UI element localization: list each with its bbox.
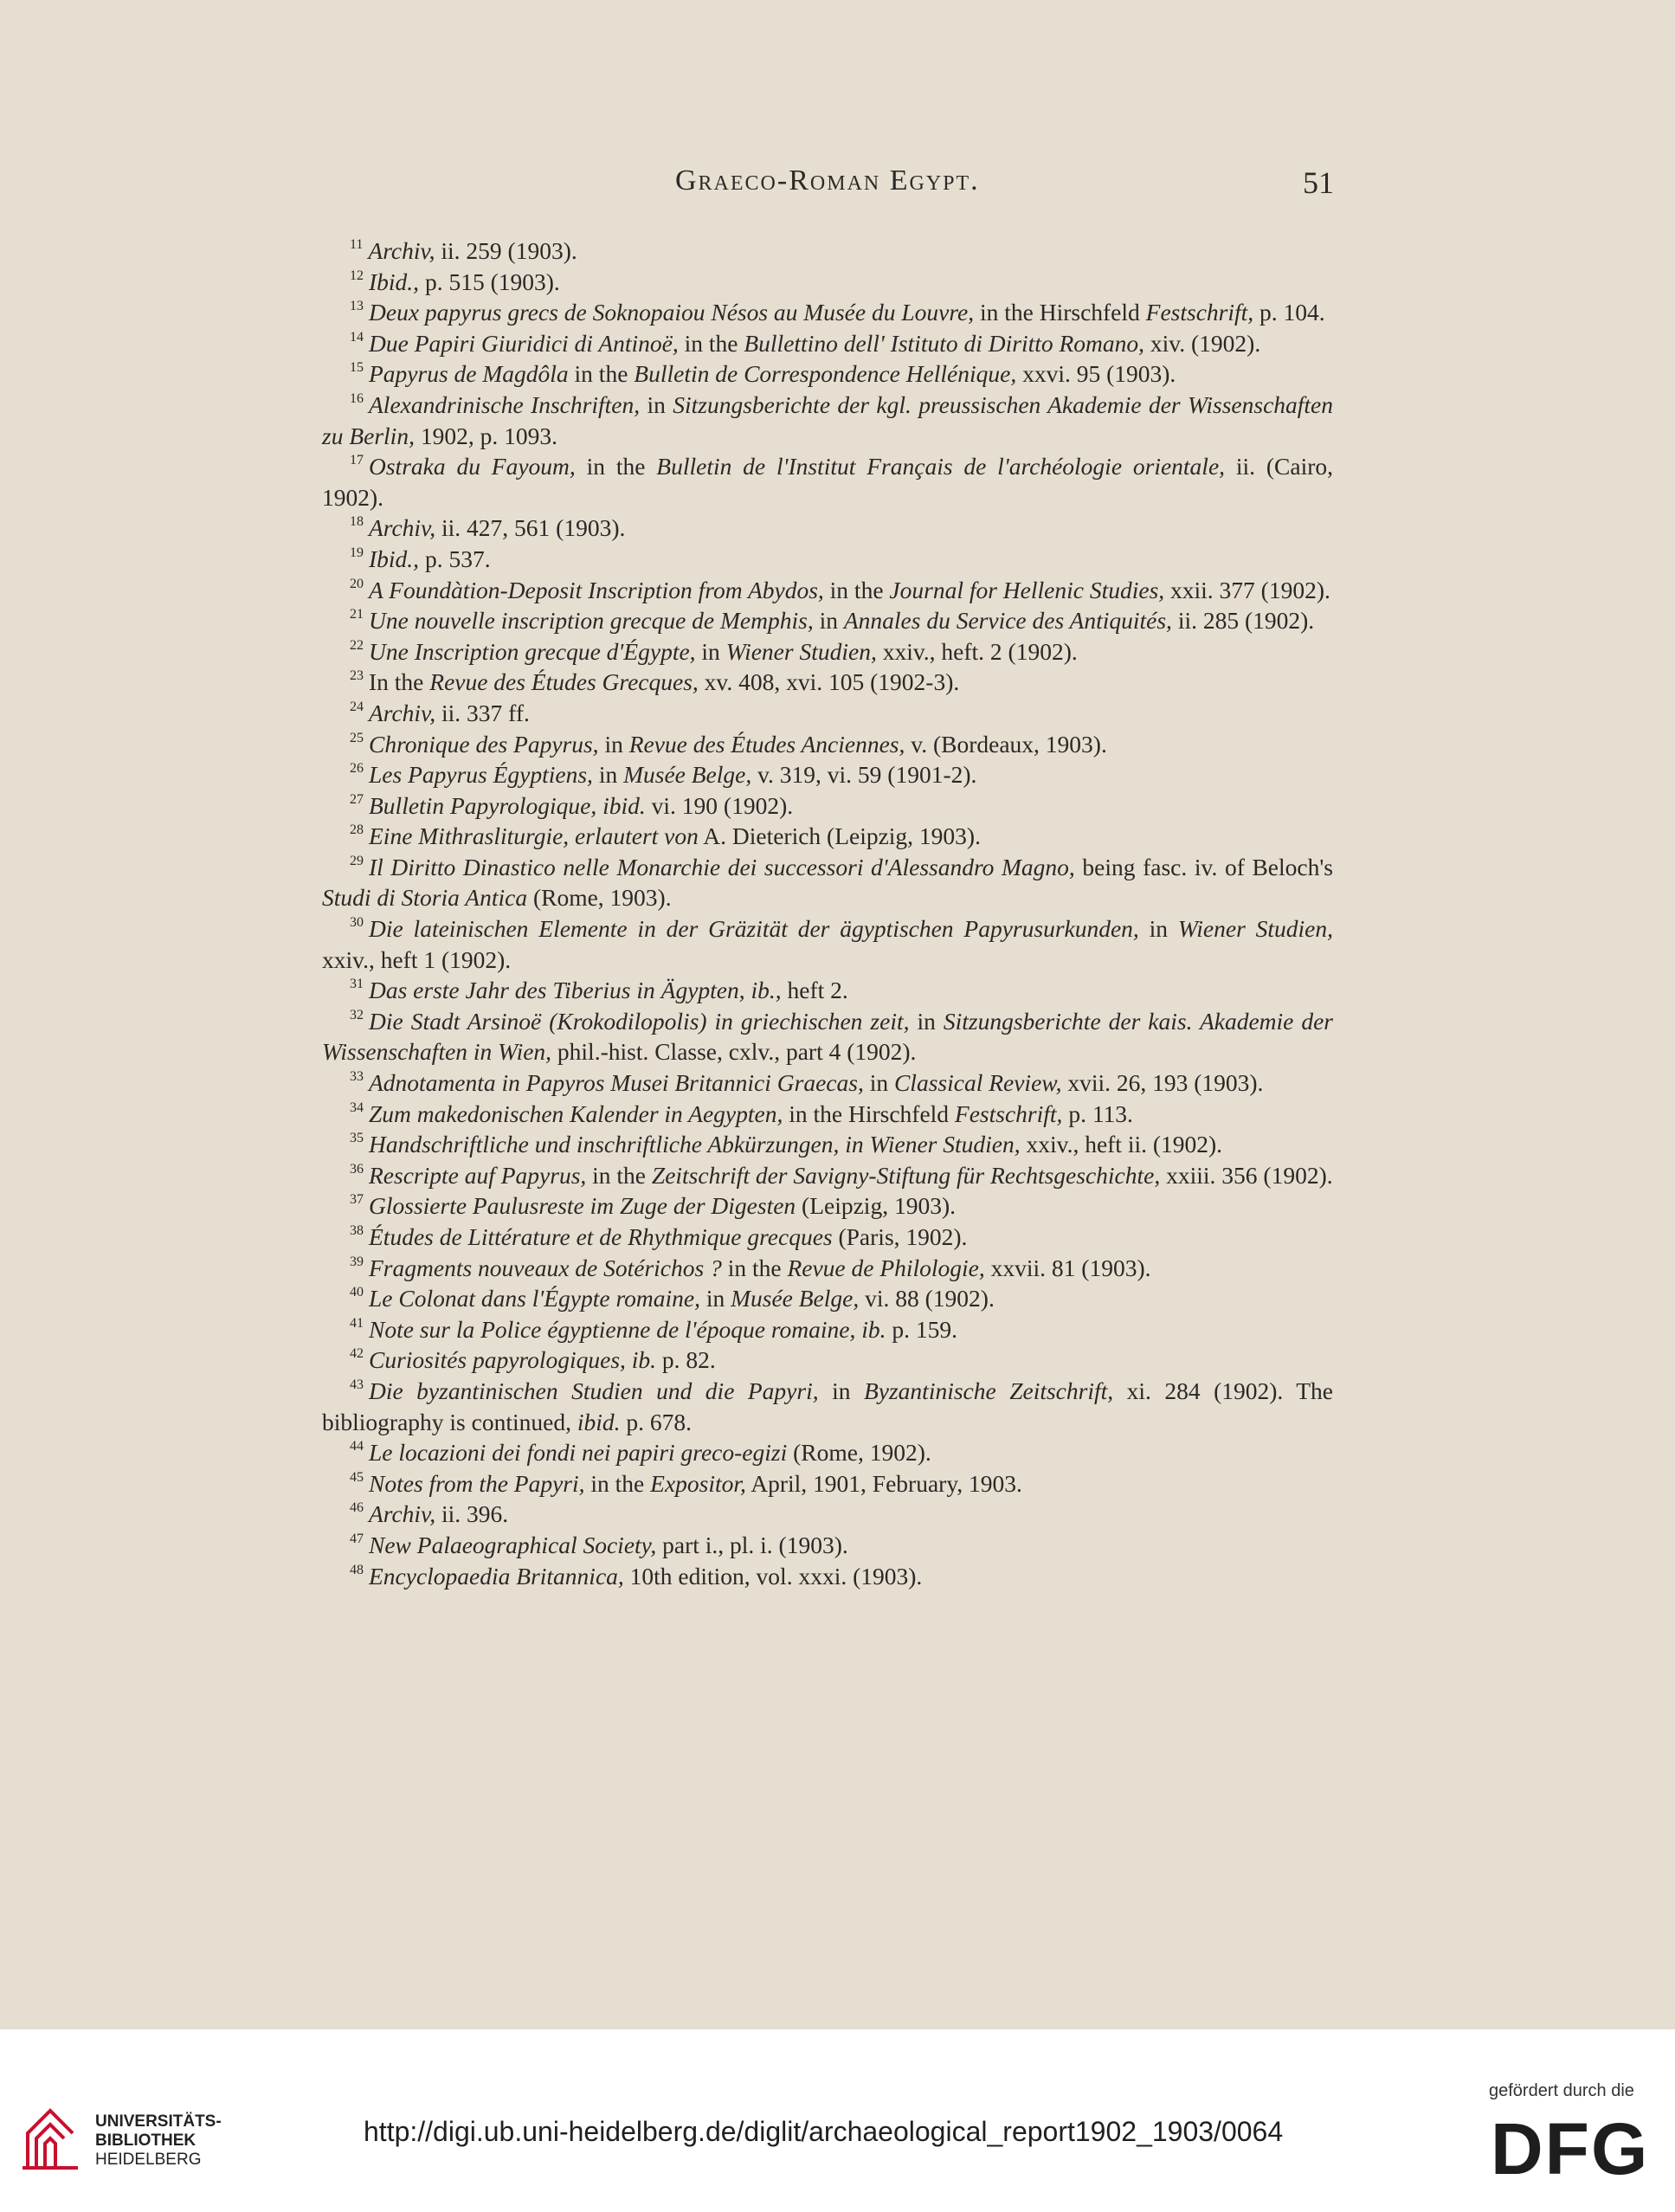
footnote-number: 47 xyxy=(350,1531,364,1546)
footnote-number: 19 xyxy=(350,545,364,560)
footnote xyxy=(322,1253,1333,1284)
citation-text: ii. 337 ff. xyxy=(435,699,530,726)
footnote-number: 30 xyxy=(350,915,364,931)
citation-text: xxiii. 356 (1902). xyxy=(1160,1161,1333,1189)
footnote xyxy=(322,235,1333,267)
footnote xyxy=(322,1190,1333,1222)
citation-text: April, 1901, February, 1903. xyxy=(745,1469,1022,1497)
citation-title: Archiv, xyxy=(368,237,435,264)
footnote xyxy=(322,544,1333,575)
footnote xyxy=(322,1376,1333,1437)
citation-text: in the Hirschfeld xyxy=(974,299,1146,326)
citation-text: p. 82. xyxy=(656,1346,716,1374)
citation-title: Wiener Studien, xyxy=(725,637,877,665)
citation-title: Due Papiri Giuridici di Antinoë, xyxy=(369,329,679,357)
citation-title: Rescripte auf Papyrus, xyxy=(369,1161,587,1189)
citation-title: Fragments nouveaux de Sotérichos ? xyxy=(369,1254,722,1281)
footnote xyxy=(322,852,1333,913)
citation-title: Bullettino dell' Istituto di Diritto Romano, xyxy=(744,329,1145,357)
citation-text: xiv. (1902). xyxy=(1144,329,1261,357)
citation-title: Studi di Storia Antica xyxy=(322,884,528,912)
citation-text: p. 113. xyxy=(1062,1100,1133,1127)
citation-text: in xyxy=(592,761,624,789)
citation-title: Zum makedonischen Kalender in Aegypten, xyxy=(369,1100,783,1127)
citation-title: Alexandrinische Inschriften, xyxy=(369,390,641,418)
citation-title: Musée Belge, xyxy=(623,761,752,789)
citation-title: Die lateinischen Elemente in der Gräzität der ägyptischen Papyrusurkunden, xyxy=(369,915,1139,943)
citation-text: being fasc. iv. of Beloch's xyxy=(1074,853,1333,880)
footnote-number: 13 xyxy=(350,299,364,314)
citation-title: Ibid., xyxy=(369,545,420,572)
footnote-number: 25 xyxy=(350,730,364,745)
citation-text: ii. 259 (1903). xyxy=(435,237,577,264)
footnote xyxy=(322,328,1333,359)
footnote xyxy=(322,729,1333,760)
footnote-number: 17 xyxy=(350,453,364,468)
footnote-number: 45 xyxy=(350,1469,364,1485)
footnote-number: 31 xyxy=(350,977,364,992)
citation-title: Encyclopaedia Britannica, xyxy=(369,1562,624,1590)
citation-title: Festschrift, xyxy=(954,1100,1063,1127)
citation-title: Les Papyrus Égyptiens, xyxy=(369,761,593,789)
footnote-number: 28 xyxy=(350,822,364,838)
citation-text: xxiv., heft 1 (1902). xyxy=(322,945,512,973)
citation-text: p. 515 (1903). xyxy=(419,268,560,295)
citation-title: Revue de Philologie, xyxy=(787,1254,985,1281)
footnote xyxy=(322,358,1333,390)
citation-text: in xyxy=(813,607,844,635)
footnote xyxy=(322,913,1333,975)
footnote-number: 44 xyxy=(350,1439,364,1454)
citation-text: (Paris, 1902). xyxy=(832,1223,968,1250)
footnote xyxy=(322,1160,1333,1191)
citation-text: phil.-hist. Classe, cxlv., part 4 (1902). xyxy=(551,1038,917,1066)
citation-title: Études de Littérature et de Rhythmique grecques xyxy=(369,1223,833,1250)
citation-title: Curiosités papyrologiques, ib. xyxy=(369,1346,657,1374)
citation-text: v. (Bordeaux, 1903). xyxy=(905,730,1107,758)
citation-text: ii. (Cairo, 1902). xyxy=(322,453,1333,511)
footnote-number: 40 xyxy=(350,1285,364,1300)
citation-title: Deux papyrus grecs de Soknopaiou Nésos au Musée du Louvre, xyxy=(369,299,975,326)
citation-title: Notes from the Papyri, xyxy=(369,1469,585,1497)
footnote-number: 32 xyxy=(350,1007,364,1022)
footnote-number: 16 xyxy=(350,390,364,406)
citation-text: xxvi. 95 (1903). xyxy=(1016,360,1176,388)
footnote-number: 29 xyxy=(350,853,364,868)
citation-title: Ostraka du Fayoum, xyxy=(369,453,576,480)
citation-text: (Leipzig, 1903). xyxy=(796,1192,956,1220)
footnote-number: 22 xyxy=(350,637,364,653)
citation-title: Die byzantinischen Studien und die Papyri, xyxy=(369,1377,819,1404)
footnote-number: 14 xyxy=(350,329,364,345)
footnote xyxy=(322,1314,1333,1345)
footnote xyxy=(322,790,1333,822)
citation-text: in the xyxy=(586,1161,652,1189)
citation-text: in the xyxy=(568,360,635,388)
footnote xyxy=(322,698,1333,729)
citation-title: Adnotamenta in Papyros Musei Britannici Graecas, xyxy=(369,1069,864,1097)
citation-title: Archiv, xyxy=(369,1500,436,1528)
citation-title: New Palaeographical Society, xyxy=(369,1531,657,1558)
citation-text: in xyxy=(699,1285,731,1312)
citation-text: in the xyxy=(678,329,744,357)
footnote-number: 48 xyxy=(350,1562,364,1577)
citation-text: in the Hirschfeld xyxy=(783,1100,955,1127)
footnote-number: 12 xyxy=(350,268,364,283)
footnote-number: 24 xyxy=(350,699,364,714)
footnote-number: 26 xyxy=(350,761,364,777)
citation-title: Handschriftliche und inschriftliche Abkürzungen, in Wiener Studien, xyxy=(369,1131,1021,1158)
citation-text: in the xyxy=(823,576,890,603)
citation-title: Das erste Jahr des Tiberius in Ägypten, ib., xyxy=(369,977,782,1004)
citation-text: (Rome, 1902). xyxy=(787,1439,931,1467)
citation-text: in xyxy=(909,1007,944,1035)
footnote-number: 35 xyxy=(350,1131,364,1146)
citation-text: in the xyxy=(575,453,657,480)
footnote-number: 21 xyxy=(350,607,364,622)
citation-text: ii. 427, 561 (1903). xyxy=(435,514,626,542)
citation-text: vi. 190 (1902). xyxy=(645,791,794,819)
library-name xyxy=(95,2112,242,2170)
footnote-number: 15 xyxy=(350,360,364,376)
citation-title: Glossierte Paulusreste im Zuge der Digesten xyxy=(369,1192,796,1220)
citation-text: in the xyxy=(721,1254,788,1281)
running-title: Graeco-Roman Egypt. xyxy=(675,164,980,197)
footnote xyxy=(322,1345,1333,1376)
footnote xyxy=(322,821,1333,852)
footnote xyxy=(322,605,1333,636)
footnote-number: 41 xyxy=(350,1315,364,1331)
citation-text: ii. 396. xyxy=(435,1500,509,1528)
citation-title: Musée Belge, xyxy=(731,1285,860,1312)
citation-text: in xyxy=(1138,915,1178,943)
citation-text: vi. 88 (1902). xyxy=(859,1285,995,1312)
library-name-line: BIBLIOTHEK xyxy=(95,2131,196,2150)
citation-text: in xyxy=(598,730,629,758)
citation-text: p. 104. xyxy=(1253,299,1325,326)
footnote-number: 46 xyxy=(350,1500,364,1516)
footnote xyxy=(322,759,1333,790)
footnote xyxy=(322,1561,1333,1592)
citation-title: Wiener Studien, xyxy=(1177,915,1334,943)
footnote xyxy=(322,1283,1333,1314)
citation-text: heft 2. xyxy=(781,977,848,1004)
permalink-url[interactable]: http://digi.ub.uni-heidelberg.de/diglit/archaeological_report1902_1903/0064 xyxy=(364,2116,1284,2147)
citation-title: A Foundàtion-Deposit Inscription from Abydos, xyxy=(369,576,824,603)
citation-text: part i., pl. i. (1903). xyxy=(656,1531,848,1558)
footnote xyxy=(322,575,1333,606)
footnote xyxy=(322,1437,1333,1468)
library-name-line: HEIDELBERG xyxy=(95,2151,202,2169)
footnotes-list xyxy=(322,235,1333,1591)
footnote xyxy=(322,390,1333,451)
citation-title: Il Diritto Dinastico nelle Monarchie dei successori d'Alessandro Magno, xyxy=(369,853,1075,880)
citation-text: xvii. 26, 193 (1903). xyxy=(1061,1069,1264,1097)
footnote xyxy=(322,975,1333,1006)
footnote xyxy=(322,636,1333,667)
library-name-line: UNIVERSITÄTS- xyxy=(95,2112,222,2131)
running-head xyxy=(0,164,1675,208)
citation-text: v. 319, vi. 59 (1901-2). xyxy=(751,761,977,789)
footnote-number: 42 xyxy=(350,1346,364,1362)
footnote-number: 39 xyxy=(350,1254,364,1269)
citation-title: Sitzungsberichte der kgl. preussischen Akademie der Wissenschaften zu Berlin, xyxy=(322,390,1334,449)
footnote xyxy=(322,1499,1333,1530)
citation-text: xxiv., heft. 2 (1902). xyxy=(876,637,1078,665)
citation-title: Chronique des Papyrus, xyxy=(369,730,599,758)
citation-title: Journal for Hellenic Studies, xyxy=(889,576,1165,603)
citation-title: Zeitschrift der Savigny-Stiftung für Rechtsgeschichte, xyxy=(651,1161,1161,1189)
citation-text: in xyxy=(818,1377,864,1404)
footnote xyxy=(322,1129,1333,1160)
footnote-number: 38 xyxy=(350,1223,364,1238)
citation-text: in xyxy=(863,1069,894,1097)
citation-title: Sitzungsberichte der kais. Akademie der Wissenschaften in Wien, xyxy=(322,1007,1333,1066)
citation-title: Bulletin de Correspondence Hellénique, xyxy=(634,360,1017,388)
footnote xyxy=(322,1006,1333,1067)
citation-text: ii. 285 (1902). xyxy=(1171,607,1315,635)
citation-title: Byzantinische Zeitschrift, xyxy=(863,1377,1114,1404)
citation-text: p. 159. xyxy=(886,1315,957,1343)
footnote xyxy=(322,267,1333,298)
citation-text: xxii. 377 (1902). xyxy=(1164,576,1330,603)
footnote xyxy=(322,451,1333,513)
citation-text: xv. 408, xvi. 105 (1902-3). xyxy=(698,668,960,696)
citation-title: Archiv, xyxy=(369,514,436,542)
dfg-logo: DFG xyxy=(1491,2108,1650,2189)
footnote xyxy=(322,297,1333,328)
citation-title: Eine Mithrasliturgie, erlautert von xyxy=(369,822,699,850)
citation-text: A. Dieterich (Leipzig, 1903). xyxy=(698,822,981,850)
footnote-number: 37 xyxy=(350,1192,364,1208)
citation-title: Revue des Études Grecques, xyxy=(429,668,699,696)
citation-title: Annales du Service des Antiquités, xyxy=(843,607,1172,635)
citation-title: Le locazioni dei fondi nei papiri greco-egizi xyxy=(369,1439,788,1467)
footnote xyxy=(322,1099,1333,1130)
footnote-number: 43 xyxy=(350,1377,364,1392)
citation-text: xi. 284 (1902). The bibliography is continued, xyxy=(322,1377,1334,1435)
footnote-number: 23 xyxy=(350,668,364,684)
citation-title: Ibid., xyxy=(369,268,420,295)
citation-text: in xyxy=(640,390,673,418)
footnote-number: 18 xyxy=(350,514,364,530)
citation-text: 10th edition, vol. xxxi. (1903). xyxy=(623,1562,923,1590)
citation-text: in the xyxy=(584,1469,651,1497)
footnote xyxy=(322,1468,1333,1499)
footnote xyxy=(322,667,1333,698)
citation-title: Expositor, xyxy=(650,1469,746,1497)
citation-title: Classical Review, xyxy=(893,1069,1062,1097)
citation-title: Une nouvelle inscription grecque de Memphis, xyxy=(369,607,814,635)
page-number: 51 xyxy=(1303,165,1334,200)
citation-text: in xyxy=(695,637,726,665)
citation-title: Le Colonat dans l'Égypte romaine, xyxy=(369,1285,700,1312)
footnote xyxy=(322,513,1333,544)
dfg-caption: gefördert durch die xyxy=(1489,2081,1634,2100)
footnote-number: 11 xyxy=(350,237,364,252)
citation-text: In the xyxy=(369,668,430,696)
citation-text: p. 678. xyxy=(620,1408,692,1435)
citation-text: p. 537. xyxy=(419,545,491,572)
citation-title: Archiv, xyxy=(369,699,436,726)
digitization-footer xyxy=(0,2029,1675,2212)
footnote-number: 27 xyxy=(350,791,364,807)
citation-title: Die Stadt Arsinoë (Krokodilopolis) in griechischen zeit, xyxy=(369,1007,910,1035)
footnote xyxy=(322,1222,1333,1253)
footnote xyxy=(322,1530,1333,1561)
citation-text: xxiv., heft ii. (1902). xyxy=(1020,1131,1223,1158)
citation-title: Bulletin de l'Institut Français de l'archéologie orientale, xyxy=(656,453,1226,480)
citation-title: Papyrus de Magdôla xyxy=(369,360,569,388)
citation-text: xxvii. 81 (1903). xyxy=(984,1254,1151,1281)
citation-text: 1902, p. 1093. xyxy=(414,422,557,449)
footnote-number: 34 xyxy=(350,1100,364,1115)
citation-title: Note sur la Police égyptienne de l'époque romaine, ib. xyxy=(369,1315,886,1343)
university-library-logo-icon xyxy=(19,2099,81,2171)
citation-title: Une Inscription grecque d'Égypte, xyxy=(369,637,696,665)
citation-title: Bulletin Papyrologique, ibid. xyxy=(369,791,646,819)
footnote-number: 20 xyxy=(350,576,364,591)
citation-title: Festschrift, xyxy=(1145,299,1254,326)
footnote xyxy=(322,1067,1333,1099)
citation-title: ibid. xyxy=(577,1408,621,1435)
citation-title: Revue des Études Anciennes, xyxy=(628,730,905,758)
citation-text: (Rome, 1903). xyxy=(527,884,672,912)
footnote-number: 36 xyxy=(350,1161,364,1177)
footnote-number: 33 xyxy=(350,1069,364,1085)
